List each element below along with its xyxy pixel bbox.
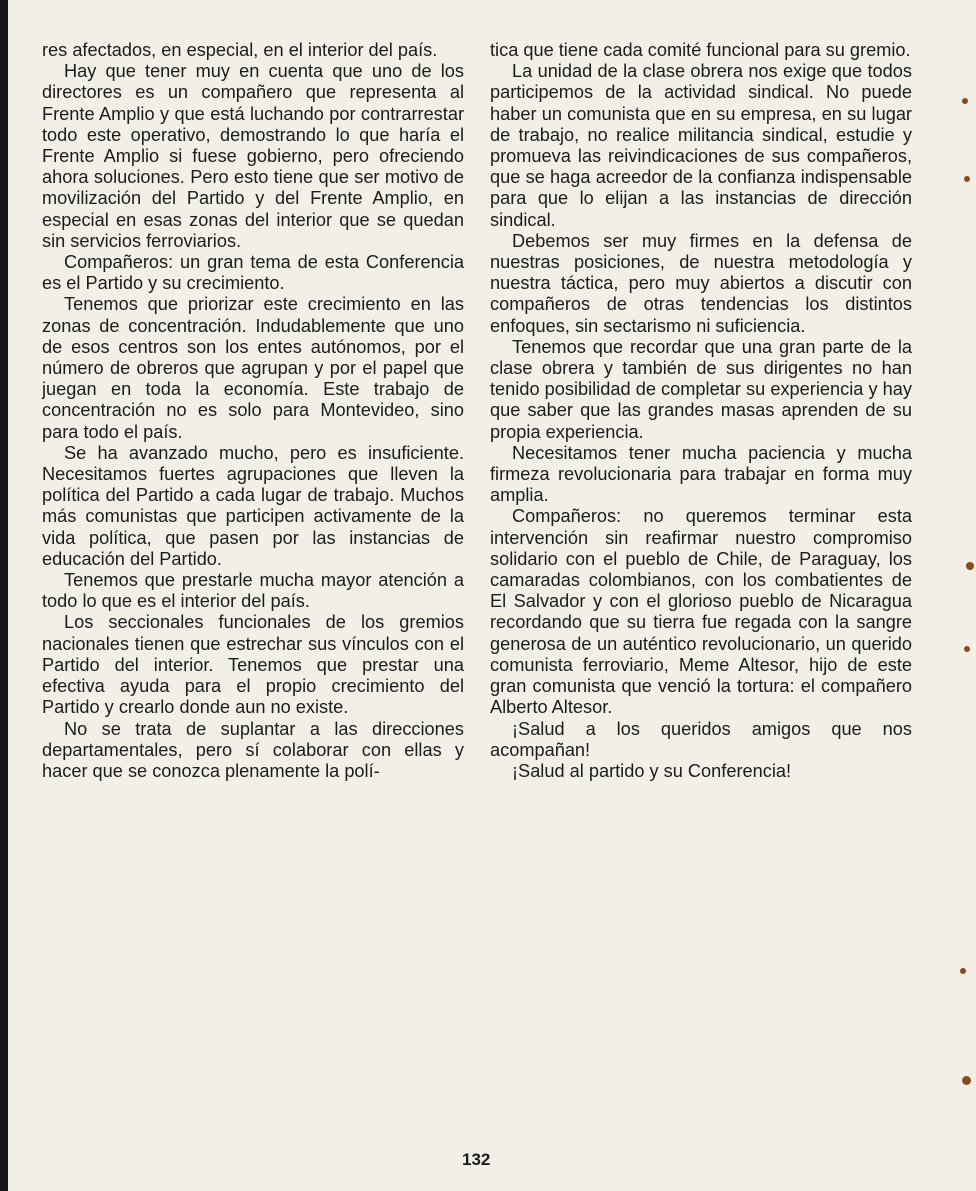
- paragraph: ¡Salud a los queridos amigos que nos acompañan!: [490, 718, 912, 760]
- paper-speck: [962, 98, 968, 104]
- paragraph: Los seccionales funcionales de los gremios nacionales tienen que estrechar sus vínculos con el Partido del interior. Tenemos que prestar una efectiva ayuda para el propio crecimiento del Partido y crearlo donde aun no existe.: [42, 612, 464, 718]
- page-number: 132: [462, 1150, 491, 1169]
- paragraph: Compañeros: un gran tema de esta Conferencia es el Partido y su crecimiento.: [42, 252, 464, 294]
- paragraph: La unidad de la clase obrera nos exige que todos participemos de la actividad sindical. No puede haber un comunista que en su empresa, en su lugar de trabajo, no realice militancia sindical, estudie y promueva las reivindicaciones de sus compañeros, que se haga acreedor de la confianza indispensable para que lo elijan a las instancias de dirección sindical.: [490, 61, 912, 230]
- paragraph: ¡Salud al partido y su Conferencia!: [512, 760, 792, 781]
- paper-speck: [960, 968, 966, 974]
- paragraph: Tenemos que recordar que una gran parte de la clase obrera y también de sus dirigentes no han tenido posibilidad de completar su experiencia y hay que saber que las grandes masas aprenden de su propia experiencia.: [490, 336, 912, 442]
- paragraph: Compañeros: no queremos terminar esta intervención sin reafirmar nuestro compromiso solidario con el pueblo de Chile, de Paraguay, los camaradas colombianos, con los combatientes de El Salvador y con el glorioso pueblo de Nicaragua recordando que su tierra fue regada con la sangre generosa de un auténtico revolucionario, un querido comunista ferroviario, Meme Altesor, hijo de este gran comunista que venció la tortura: el compañero Alberto Altesor.: [490, 506, 912, 718]
- book-page: [8, 0, 976, 1191]
- paragraph: tica que tiene cada comité funcional para su gremio.: [490, 40, 911, 60]
- paragraph: res afectados, en especial, en el interior del país.: [42, 40, 438, 60]
- paragraph: Necesitamos tener mucha paciencia y mucha firmeza revolucionaria para trabajar en forma muy amplia.: [490, 442, 912, 506]
- left-column: [42, 40, 464, 782]
- right-column: [490, 40, 912, 782]
- paper-speck: [962, 1076, 971, 1085]
- paper-speck: [966, 562, 974, 570]
- paragraph: Hay que tener muy en cuenta que uno de los directores es un compañero que representa al Frente Amplio y que está luchando por contrarrestar todo este operativo, demostrando lo que haría el Frente Amplio si fuese gobierno, pero ofreciendo ahora soluciones. Pero esto tiene que ser motivo de movilización del Partido y del Frente Amplio, en especial en esas zonas del interior que se quedan sin servicios ferroviarios.: [42, 61, 464, 251]
- paragraph: No se trata de suplantar a las direcciones departamentales, pero sí colaborar con ellas y hacer que se conozca plenamente la polí-: [42, 718, 464, 781]
- paper-speck: [964, 176, 970, 182]
- paragraph: Se ha avanzado mucho, pero es insuficiente. Necesitamos fuertes agrupaciones que lleven la política del Partido a cada lugar de trabajo. Muchos más comunistas que participen activamente de la vida política, que pasen por las instancias de educación del Partido.: [42, 442, 464, 569]
- paragraph: Debemos ser muy firmes en la defensa de nuestras posiciones, de nuestra metodología y nuestra táctica, pero muy abiertos a discutir con compañeros de otras tendencias los distintos enfoques, sin sectarismo ni suficiencia.: [490, 230, 912, 336]
- paragraph: Tenemos que prestarle mucha mayor atención a todo lo que es el interior del país.: [42, 570, 464, 612]
- paragraph: Tenemos que priorizar este crecimiento en las zonas de concentración. Indudablemente que uno de esos centros son los entes autónomos, por el número de obreros que agrupan y por el papel que juegan en toda la economía. Este trabajo de concentración no es solo para Montevideo, sino para todo el país.: [42, 294, 464, 442]
- paper-speck: [964, 646, 970, 652]
